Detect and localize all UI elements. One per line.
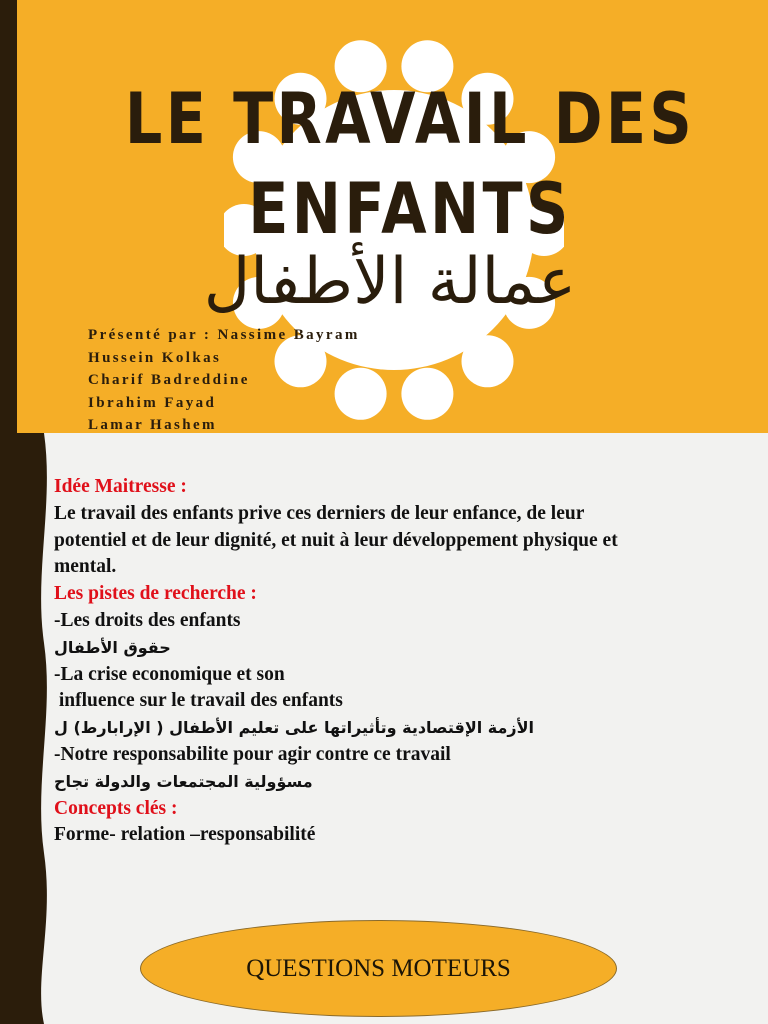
piste-item-arabic: مسؤولية المجتمعات والدولة تجاح bbox=[54, 771, 313, 791]
heading-idee-maitresse: Idée Maitresse : bbox=[54, 476, 187, 497]
badge-scallop bbox=[401, 368, 453, 420]
presenter-line: Charif Badreddine bbox=[88, 372, 250, 388]
title-line-2: ENFANTS bbox=[248, 168, 572, 250]
left-band bbox=[0, 0, 17, 433]
piste-item-arabic: حقوق الأطفال bbox=[54, 637, 171, 657]
page-title bbox=[99, 74, 721, 254]
arabic-title: عمالة الأطفال bbox=[203, 245, 577, 319]
title-line-1: LE TRAVAIL DES bbox=[124, 78, 696, 160]
heading-pistes: Les pistes de recherche : bbox=[54, 583, 257, 605]
main-idea-line: mental. bbox=[54, 556, 117, 578]
concepts-text: Forme- relation –responsabilité bbox=[54, 824, 316, 846]
main-idea-line: potentiel et de leur dignité, et nuit à leur développement physique et bbox=[54, 529, 618, 551]
wave-border bbox=[0, 433, 60, 1024]
questions-moteurs-label: QUESTIONS MOTEURS bbox=[246, 954, 511, 982]
slide-content bbox=[54, 474, 724, 849]
presenter-line: Lamar Hashem bbox=[88, 417, 217, 433]
title-slide bbox=[0, 0, 768, 433]
presenter-line: Hussein Kolkas bbox=[88, 349, 222, 366]
piste-item-arabic: الأزمة الإقتصادية وتأثيراتها على تعليم الأطفال ( الإرابارط) ل bbox=[54, 718, 535, 738]
questions-moteurs-button[interactable] bbox=[140, 920, 617, 1017]
piste-item: -Les droits des enfants bbox=[54, 609, 241, 631]
content-slide bbox=[0, 433, 768, 1024]
main-idea-line: Le travail des enfants prive ces derniers de leur enfance, de leur bbox=[54, 502, 585, 524]
piste-item-continued: influence sur le travail des enfants bbox=[54, 690, 343, 712]
presenter-line: Présenté par : Nassime Bayram bbox=[88, 327, 360, 343]
badge-scallop bbox=[462, 335, 514, 387]
piste-item: -Notre responsabilite pour agir contre ce travail bbox=[54, 743, 451, 765]
heading-concepts: Concepts clés : bbox=[54, 797, 178, 819]
presenter-line: Ibrahim Fayad bbox=[88, 394, 217, 411]
piste-item: -La crise economique et son bbox=[54, 663, 285, 685]
presenter-list bbox=[88, 324, 360, 433]
